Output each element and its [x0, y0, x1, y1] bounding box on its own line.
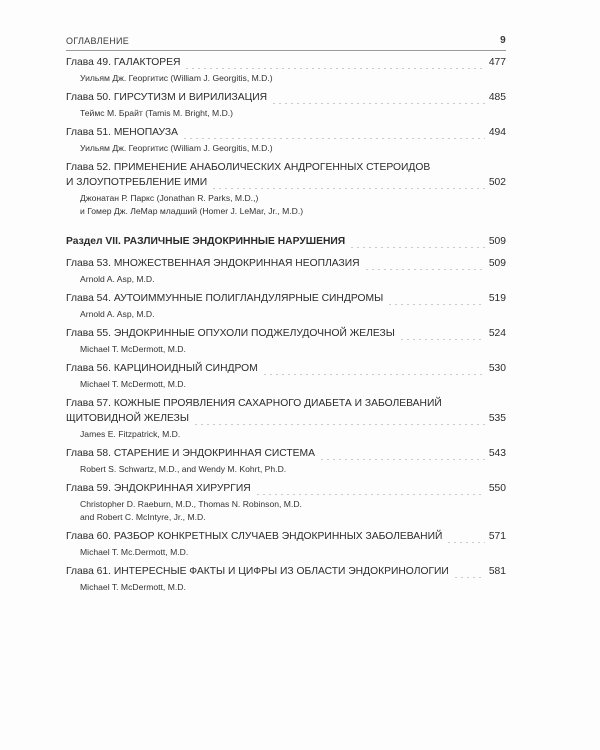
- toc-entry-title: Глава 59. ЭНДОКРИННАЯ ХИРУРГИЯ: [66, 483, 251, 494]
- toc-entry[interactable]: [66, 57, 506, 85]
- toc-entry[interactable]: [66, 258, 506, 286]
- toc-entry[interactable]: [66, 162, 506, 218]
- toc-entry-authors: Michael T. McDermott, M.D.: [80, 379, 186, 389]
- toc-entry-line: [66, 398, 506, 413]
- toc-entry-line: [66, 448, 506, 463]
- toc-part-1: [66, 57, 506, 218]
- toc-entry-line: [66, 177, 506, 192]
- toc-entry-title: Глава 51. МЕНОПАУЗА: [66, 127, 178, 138]
- toc-entry-page: 477: [488, 57, 506, 68]
- toc-entry-title: Глава 61. ИНТЕРЕСНЫЕ ФАКТЫ И ЦИФРЫ ИЗ ОБЛАСТИ ЭНДОКРИНОЛОГИИ: [66, 566, 449, 577]
- toc-entry-page: 535: [488, 413, 506, 424]
- dot-leader: [255, 494, 485, 495]
- toc-entry-page: 519: [488, 293, 506, 304]
- toc-entry-authors: Теймс М. Брайт (Tamis M. Bright, M.D.): [80, 108, 234, 118]
- toc-entry-page: 494: [488, 127, 506, 138]
- toc-entry-authors: Robert S. Schwartz, M.D., and Wendy M. Kohrt, Ph.D.: [80, 464, 287, 474]
- header-page-number: 9: [500, 35, 506, 46]
- toc-entry-authors: Michael T. Mc.Dermott, M.D.: [80, 547, 189, 557]
- toc-entry-page: 509: [488, 258, 506, 269]
- toc-entry-title: ЩИТОВИДНОЙ ЖЕЛЕЗЫ: [66, 413, 189, 424]
- toc-entry-line: [66, 127, 506, 142]
- toc-entry-title: Глава 56. КАРЦИНОИДНЫЙ СИНДРОМ: [66, 363, 258, 374]
- toc-entry-authors: Arnold A. Asp, M.D.: [80, 309, 155, 319]
- toc-entry-page: 524: [488, 328, 506, 339]
- toc-entry-line: [66, 483, 506, 498]
- toc-entry-authors: Arnold A. Asp, M.D.: [80, 274, 155, 284]
- toc-entry-line: [66, 531, 506, 546]
- toc-entry-page: 550: [488, 483, 506, 494]
- toc-entry-page: 571: [488, 531, 506, 542]
- toc-entry-line: [66, 293, 506, 308]
- dot-leader: [193, 424, 485, 425]
- toc-entry[interactable]: [66, 328, 506, 356]
- toc-entry-authors: Michael T. McDermott, M.D.: [80, 344, 186, 354]
- toc-entry[interactable]: [66, 448, 506, 476]
- dot-leader: [446, 542, 484, 543]
- dot-leader: [182, 138, 485, 139]
- toc-entry-title: Глава 50. ГИРСУТИЗМ И ВИРИЛИЗАЦИЯ: [66, 92, 268, 103]
- toc-entry[interactable]: [66, 92, 506, 120]
- toc-section-title: Раздел VII. РАЗЛИЧНЫЕ ЭНДОКРИННЫЕ НАРУШЕНИЯ: [66, 236, 346, 247]
- toc-entry-authors: Christopher D. Raeburn, M.D., Thomas N. Robinson, M.D.: [80, 499, 302, 509]
- toc-entry-page: 581: [488, 566, 506, 577]
- toc-entry-title: Глава 58. СТАРЕНИЕ И ЭНДОКРИННАЯ СИСТЕМА: [66, 448, 315, 459]
- toc-entry-line: [66, 566, 506, 581]
- toc-entry[interactable]: [66, 483, 506, 524]
- dot-leader: [349, 247, 485, 248]
- toc-entry-authors: и Гомер Дж. ЛеМар младший (Homer J. LeMar, Jr., M.D.): [80, 206, 304, 216]
- dot-leader: [387, 304, 485, 305]
- toc-section-line: [66, 236, 506, 251]
- toc-entry[interactable]: [66, 398, 506, 441]
- toc-entry-authors: James E. Fitzpatrick, M.D.: [80, 429, 181, 439]
- toc-entry[interactable]: [66, 566, 506, 594]
- toc-section-page: 509: [488, 236, 506, 247]
- dot-leader: [399, 339, 485, 340]
- dot-leader: [453, 577, 485, 578]
- toc-entry-title: Глава 60. РАЗБОР КОНКРЕТНЫХ СЛУЧАЕВ ЭНДОКРИННЫХ ЗАБОЛЕВАНИЙ: [66, 531, 443, 542]
- toc-entry-line: [66, 162, 506, 177]
- toc-entry-title: Глава 53. МНОЖЕСТВЕННАЯ ЭНДОКРИННАЯ НЕОПЛАЗИЯ: [66, 258, 360, 269]
- toc-entry-page: 530: [488, 363, 506, 374]
- toc-entry-line: [66, 57, 506, 72]
- dot-leader: [271, 103, 485, 104]
- toc-entry-title: Глава 49. ГАЛАКТОРЕЯ: [66, 57, 181, 68]
- toc-entry-line: [66, 92, 506, 107]
- toc-part-2: [66, 258, 506, 594]
- toc-entry-authors: Уильям Дж. Георгитис (William J. Georgitis, M.D.): [80, 143, 273, 153]
- header-rule: [66, 50, 506, 51]
- dot-leader: [184, 68, 484, 69]
- toc-entry[interactable]: [66, 127, 506, 155]
- toc-entry-line: [66, 328, 506, 343]
- toc-entry[interactable]: [66, 363, 506, 391]
- dot-leader: [262, 374, 485, 375]
- toc-entry-page: 543: [488, 448, 506, 459]
- toc-entry-page: 502: [488, 177, 506, 188]
- toc-entry-title: Глава 54. АУТОИММУННЫЕ ПОЛИГЛАНДУЛЯРНЫЕ СИНДРОМЫ: [66, 293, 384, 304]
- dot-leader: [211, 188, 485, 189]
- table-of-contents: [66, 57, 506, 601]
- toc-entry-authors: Джонатан Р. Паркс (Jonathan R. Parks, M.D.,): [80, 193, 259, 203]
- dot-leader: [319, 459, 485, 460]
- toc-entry-title: Глава 55. ЭНДОКРИННЫЕ ОПУХОЛИ ПОДЖЕЛУДОЧНОЙ ЖЕЛЕЗЫ: [66, 328, 395, 339]
- toc-entry-line: [66, 258, 506, 273]
- toc-entry-authors: and Robert C. McIntyre, Jr., M.D.: [80, 512, 206, 522]
- toc-entry-line: [66, 413, 506, 428]
- toc-entry-title: И ЗЛОУПОТРЕБЛЕНИЕ ИМИ: [66, 177, 208, 188]
- toc-entry-title: Глава 52. ПРИМЕНЕНИЕ АНАБОЛИЧЕСКИХ АНДРОГЕННЫХ СТЕРОИДОВ: [66, 162, 431, 173]
- dot-leader: [364, 269, 485, 270]
- header-title: ОГЛАВЛЕНИЕ: [66, 36, 130, 46]
- toc-entry[interactable]: [66, 293, 506, 321]
- toc-entry-line: [66, 363, 506, 378]
- toc-entry[interactable]: [66, 531, 506, 559]
- toc-entry-authors: Уильям Дж. Георгитис (William J. Georgitis, M.D.): [80, 73, 273, 83]
- toc-section[interactable]: [66, 236, 506, 251]
- toc-entry-authors: Michael T. McDermott, M.D.: [80, 582, 186, 592]
- toc-entry-page: 485: [488, 92, 506, 103]
- toc-entry-title: Глава 57. КОЖНЫЕ ПРОЯВЛЕНИЯ САХАРНОГО ДИАБЕТА И ЗАБОЛЕВАНИЙ: [66, 398, 442, 409]
